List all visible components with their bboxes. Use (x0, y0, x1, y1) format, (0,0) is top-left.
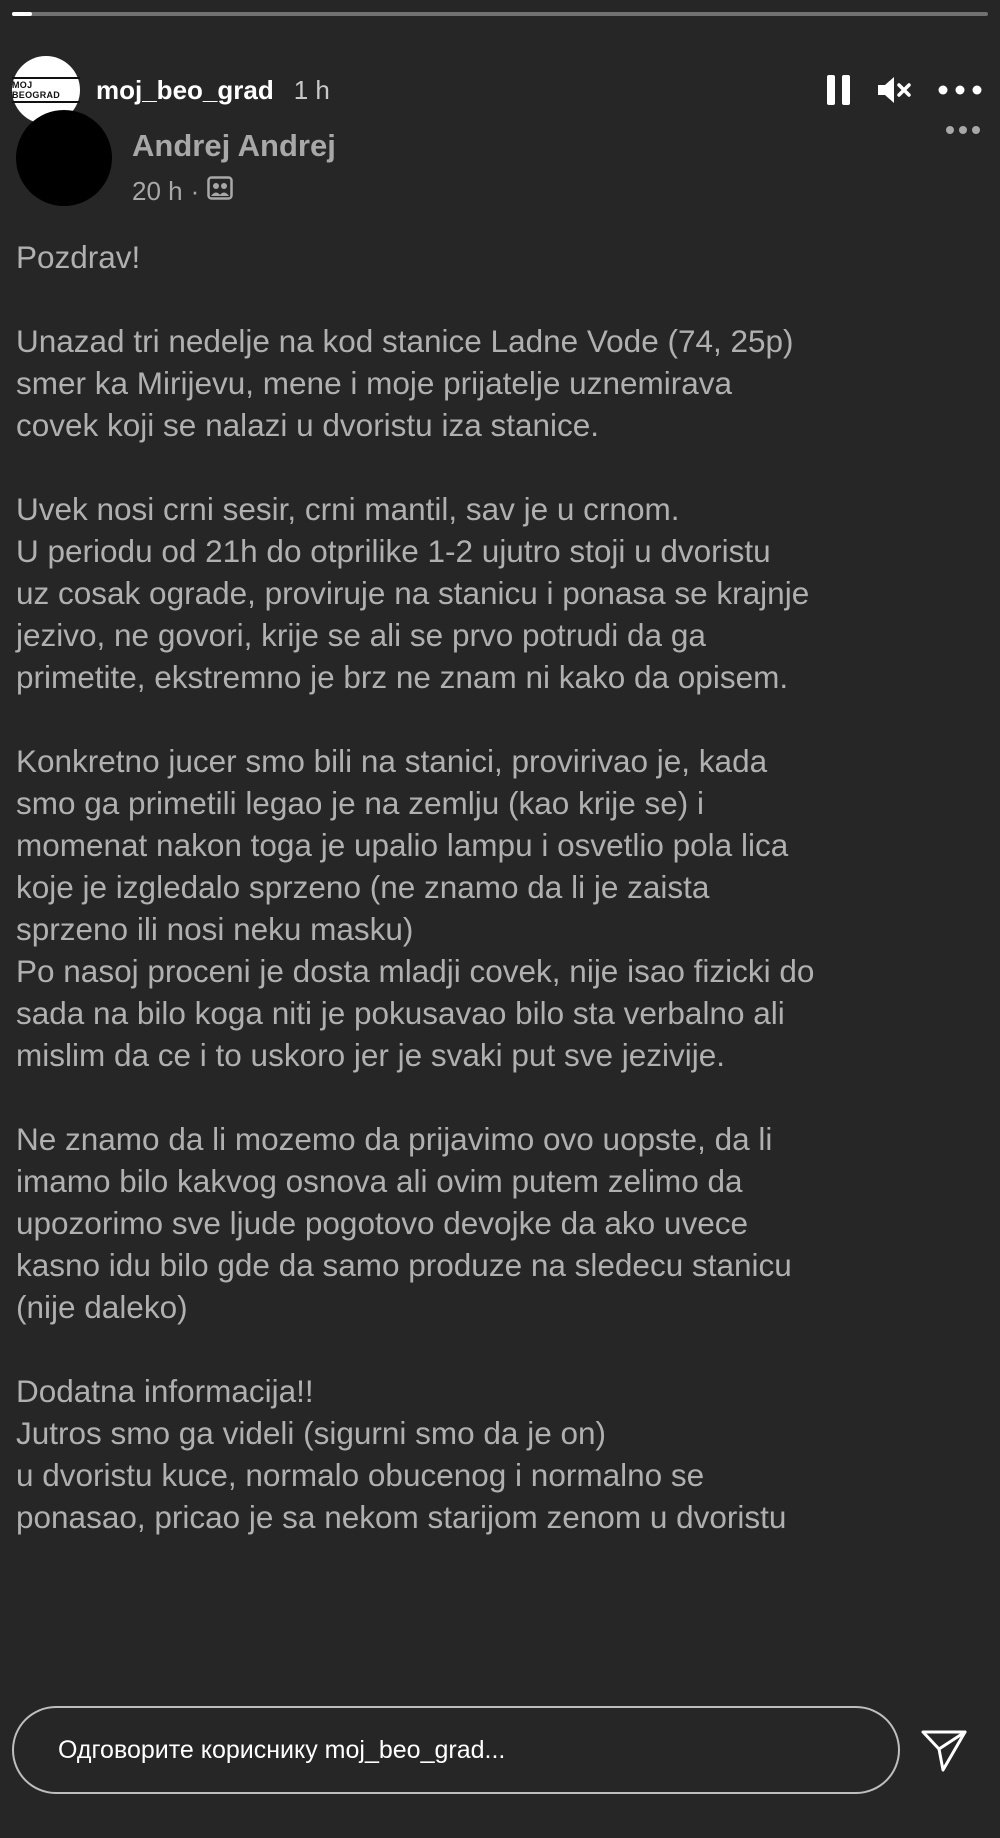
post-text-line: jezivo, ne govori, krije se ali se prvo potrudi da ga (16, 617, 706, 653)
post-text-line: Dodatna informacija!! (16, 1373, 314, 1409)
post-text-line: Konkretno jucer smo bili na stanici, provirivao je, kada (16, 743, 768, 779)
post-text-line: sada na bilo koga niti je pokusavao bilo sta verbalno ali (16, 995, 785, 1031)
post-text-line: upozorimo sve ljude pogotovo devojke da ako uvece (16, 1205, 748, 1241)
post-text (16, 236, 976, 1580)
post-text-line: Unazad tri nedelje na kod stanice Ladne Vode (74, 25p) (16, 323, 794, 359)
post-paragraph (16, 320, 976, 446)
post-text-line: Uvek nosi crni sesir, crni mantil, sav je u crnom. (16, 491, 680, 527)
post-text-line: (nije daleko) (16, 1289, 188, 1325)
pause-icon[interactable] (827, 75, 850, 105)
post-text-line: mislim da ce i to uskoro jer je svaki put sve jezivije. (16, 1037, 725, 1073)
post-text-line: kasno idu bilo gde da samo produze na sledecu stanicu (16, 1247, 792, 1283)
reply-placeholder: Одговорите кориснику moj_beo_grad... (58, 1735, 506, 1764)
story-controls (827, 74, 982, 106)
post-text-line: momenat nakon toga je upalio lampu i osvetlio pola lica (16, 827, 789, 863)
post-time-separator: · (190, 176, 200, 206)
story-progress-fill (12, 12, 32, 16)
post-paragraph (16, 1118, 976, 1328)
post-text-line: primetite, ekstremno je brz ne znam ni kako da opisem. (16, 659, 789, 695)
reply-input[interactable] (12, 1706, 900, 1794)
post-author-name: Andrej Andrej (132, 128, 336, 163)
post-text-line: smo ga primetili legao je na zemlju (kao krije se) i (16, 785, 705, 821)
post-timestamp (132, 176, 336, 207)
post-text-line: ponasao, pricao je sa nekom starijom zenom u dvoristu (16, 1499, 787, 1535)
post-text-line: Ne znamo da li mozemo da prijavimo ovo uopste, da li (16, 1121, 773, 1157)
friends-icon (207, 176, 233, 207)
story-time: 1 h (293, 74, 330, 105)
account-avatar-logo: MOJ BEOGRAD (12, 77, 80, 103)
send-icon[interactable] (920, 1728, 968, 1777)
post-meta (132, 110, 336, 207)
post-text-line: uz cosak ograde, proviruje na stanicu i ponasa se krajnje (16, 575, 810, 611)
post-header (16, 110, 336, 207)
post-time-text: 20 h (132, 176, 183, 206)
post-text-line: Jutros smo ga videli (sigurni smo da je on) (16, 1415, 606, 1451)
post-text-line: smer ka Mirijevu, mene i moje prijatelje uznemirava (16, 365, 732, 401)
story-progress-bar (12, 12, 988, 16)
post-author-avatar (16, 110, 112, 206)
post-paragraph (16, 740, 976, 1076)
account-username[interactable]: moj_beo_grad (96, 74, 274, 105)
post-text-line: covek koji se nalazi u dvoristu iza stanice. (16, 407, 600, 443)
post-options-icon (946, 126, 980, 134)
post-paragraph (16, 236, 976, 278)
post-text-line: koje je izgledalo sprzeno (ne znamo da li je zaista (16, 869, 710, 905)
post-text-line: imamo bilo kakvog osnova ali ovim putem zelimo da (16, 1163, 743, 1199)
post-paragraph (16, 1370, 976, 1538)
post-text-line: Po nasoj proceni je dosta mladji covek, nije isao fizicki do (16, 953, 815, 989)
speaker-muted-icon[interactable] (876, 74, 912, 106)
post-text-line: Pozdrav! (16, 239, 141, 275)
post-paragraph (16, 488, 976, 698)
post-text-line: u dvoristu kuce, normalo obucenog i normalno se (16, 1457, 705, 1493)
more-horizontal-icon[interactable] (938, 85, 982, 95)
post-text-line: U periodu od 21h do otprilike 1-2 ujutro stoji u dvoristu (16, 533, 771, 569)
post-text-line: sprzeno ili nosi neku masku) (16, 911, 414, 947)
